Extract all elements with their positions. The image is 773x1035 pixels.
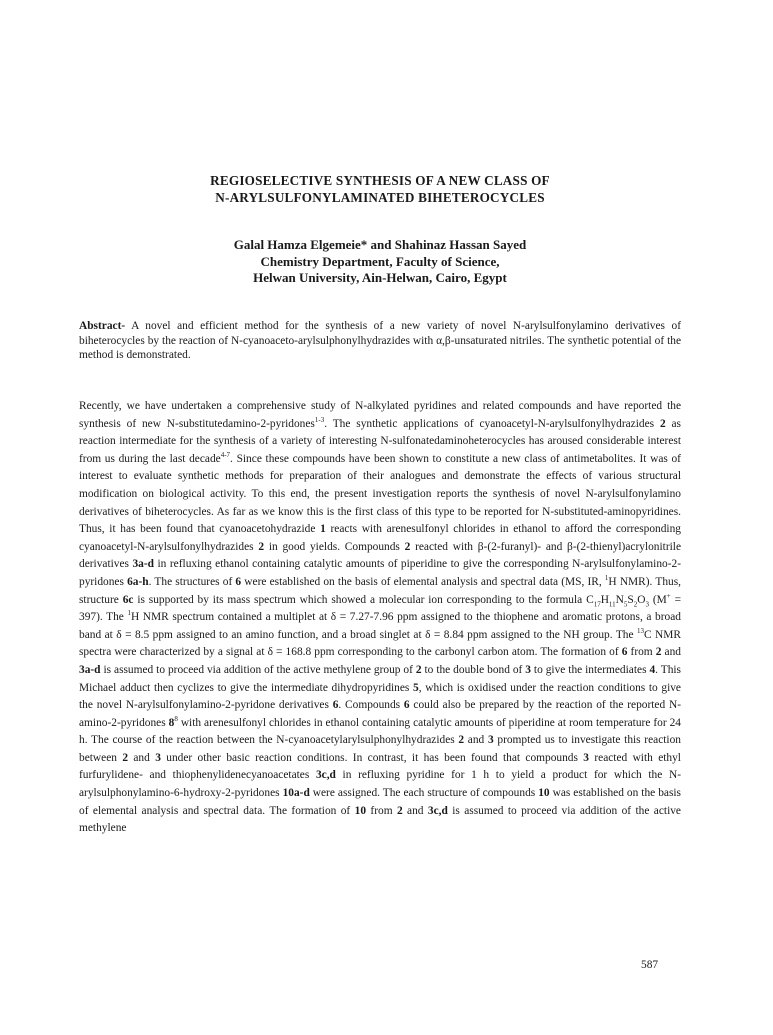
compound-number: 6 <box>403 699 410 712</box>
body-text-run: . Since these compounds have been shown to constitute a new class of antimetabolites. It was of interest to evaluate synthetic methods for preparation of their analogues and demonstrate the effects of various structural modification on biological activity. To this end, the present investigation reports the synthesis of novel N-arylsulfonylamino derivatives of biheterocycles. As far as we know this is the first class of this type to be reported for N-substituted-aminopyridines. Thus, it has been found that cyanoacetohydrazide <box>79 452 681 536</box>
body-text-run: reacted with β-(2-furanyl)- and β-(2-thienyl)acrylonitrile derivatives <box>79 540 682 571</box>
compound-number: 3 <box>487 734 494 747</box>
subscript: 17 <box>593 599 601 608</box>
body-text-run: = 397). The <box>79 593 681 624</box>
compound-number: 2 <box>655 646 662 659</box>
body-text-run: and <box>402 804 428 817</box>
author-names: Galal Hamza Elgemeie* and Shahinaz Hassan Sayed <box>233 237 527 252</box>
abstract-label: Abstract- <box>79 320 126 332</box>
compound-number: 8 <box>168 716 175 729</box>
title-line-1: REGIOSELECTIVE SYNTHESIS OF A NEW CLASS OF <box>210 173 550 188</box>
compound-number: 3c,d <box>427 804 448 817</box>
body-text-run: is assumed to proceed via addition of the active methylene group of <box>100 663 416 676</box>
body-text-run: and <box>128 751 156 764</box>
body-text-run: . The synthetic applications of cyanoacetyl-N-arylsulfonylhydrazides <box>324 417 660 430</box>
paper-title <box>80 172 680 206</box>
body-text-run: to the double bond of <box>421 663 526 676</box>
body-text-run: could also be prepared by the reaction of the reported N-amino-2-pyridones <box>79 699 681 729</box>
body-text-run: and <box>464 734 488 747</box>
subscript: 5 <box>623 599 628 608</box>
compound-number: 2 <box>258 540 265 553</box>
body-text-run: C NMR spectra were characterized by a signal at δ = 168.8 ppm corresponding to the carbonyl carbon atom. The formation of <box>79 628 681 659</box>
compound-number: 6 <box>235 575 242 588</box>
body-text-run: under other basic reaction conditions. In contrast, it has been found that compounds <box>160 751 584 764</box>
compound-number: 3 <box>583 751 589 764</box>
compound-number: 10 <box>538 787 550 800</box>
compound-number: 10 <box>354 804 367 817</box>
author-block <box>80 237 680 287</box>
body-text-run: , which is oxidised under the reaction conditions to give the novel N-arylsulfonylamino-2-pyridone derivatives <box>79 681 681 712</box>
body-text-run: from <box>627 646 656 659</box>
body-paragraph <box>79 398 681 838</box>
body-text-run: was established on the basis of elemental analysis and spectral data. The formation of <box>79 787 681 817</box>
superscript: 1-3 <box>314 415 325 424</box>
compound-number: 2 <box>396 804 403 817</box>
superscript: 8 <box>174 714 178 723</box>
body-text-run: . The structures of <box>148 575 236 588</box>
body-text-run: to give the intermediates <box>530 663 650 676</box>
body-text-run: were established on the basis of elemental analysis and spectral data (MS, IR, <box>241 575 605 588</box>
compound-number: 2 <box>458 734 465 747</box>
page-number: 587 <box>641 959 659 971</box>
subscript: 3 <box>645 599 649 608</box>
compound-number: 10a-d <box>282 787 310 800</box>
compound-number: 6 <box>621 646 628 659</box>
compound-number: 2 <box>404 540 411 553</box>
compound-number: 2 <box>122 751 129 764</box>
body-text-run: from <box>366 804 397 817</box>
superscript: + <box>666 591 671 600</box>
compound-number: 5 <box>413 681 419 694</box>
body-text-run: S <box>627 593 634 606</box>
compound-number: 3 <box>525 663 531 676</box>
body-text-run: and <box>661 646 682 659</box>
superscript: 1 <box>127 609 131 618</box>
body-text-run: in refluxing ethanol containing catalytic amounts of piperidine to give the corresponding N-arylsulfonylamino-2-pyridones <box>79 558 681 588</box>
title-line-2: N-ARYLSULFONYLAMINATED BIHETEROCYCLES <box>215 190 545 205</box>
body-text-run: were assigned. The each structure of compounds <box>309 787 539 800</box>
body-text-run: H NMR). Thus, structure <box>79 575 681 606</box>
body-text-run: H NMR spectrum contained a multiplet at δ = 7.27-7.96 ppm assigned to the thiophene and aromatic protons, a broad band at δ = 8.5 ppm assigned to an amino function, and a broad singlet at δ = 8.84 ppm assigned to the NH group. The <box>79 611 681 641</box>
body-text-run: (M <box>648 593 667 606</box>
body-text-run: in good yields. Compounds <box>264 540 405 553</box>
body-text-run: . This Michael adduct then cyclizes to give the intermediate dihydropyridines <box>79 663 681 694</box>
abstract <box>79 319 681 363</box>
body-text-run: in refluxing pyridine for 1 h to yield a product for which the N-arylsulphonylamino-6-hydroxy-2-pyridones <box>79 769 681 800</box>
superscript: 1 <box>604 574 609 583</box>
affiliation-line-1: Chemistry Department, Faculty of Science, <box>260 253 500 269</box>
body-text-run: . Compounds <box>338 699 404 712</box>
compound-number: 6a-h <box>127 575 149 588</box>
body-text-run: reacts with arenesulfonyl chlorides in ethanol to afford the corresponding cyanoacetyl-N-arylsulfonylhydrazides <box>79 523 681 553</box>
body-text-run: O <box>637 593 646 606</box>
compound-number: 4 <box>649 663 656 676</box>
compound-number: 2 <box>659 417 666 430</box>
affiliation-line-2: Helwan University, Ain-Helwan, Cairo, Egypt <box>253 270 507 285</box>
abstract-text: A novel and efficient method for the synthesis of a new variety of novel N-arylsulfonylamino derivatives of biheterocycles by the reaction of N-cyanoaceto-arylsulphonylhydrazides with α,β-unsaturated nitriles. The synthetic potential of the method is demonstrated. <box>79 320 681 361</box>
compound-number: 3c,d <box>315 769 336 782</box>
body-text-run: is supported by its mass spectrum which showed a molecular ion corresponding to the formula C <box>133 593 594 606</box>
superscript: 4-7 <box>220 450 231 459</box>
compound-number: 3a-d <box>132 558 155 571</box>
subscript: 2 <box>633 599 638 608</box>
compound-number: 6 <box>332 699 339 712</box>
compound-number: 6c <box>122 593 134 606</box>
compound-number: 3a-d <box>79 663 101 676</box>
compound-number: 3 <box>155 751 161 764</box>
body-text-run: is assumed to proceed via addition of the active methylene <box>79 804 681 835</box>
compound-number: 1 <box>320 523 326 536</box>
body-text-run: N <box>615 593 624 606</box>
body-text-run: prompted us to investigate this reaction between <box>79 734 681 764</box>
body-text-run: reacted with ethyl furfurylidene- and thiophenylidenecyanoacetates <box>79 751 681 782</box>
compound-number: 2 <box>415 663 422 676</box>
subscript: 11 <box>608 599 616 608</box>
body-text-run: H <box>600 593 609 606</box>
body-text-run: Recently, we have undertaken a comprehensive study of N-alkylated pyridines and related compounds and have reported the synthesis of new N-substitutedamino-2-pyridones <box>79 400 681 430</box>
body-text-run: with arenesulfonyl chlorides in ethanol containing catalytic amounts of piperidine at room temperature for 24 h. The course of the reaction between the N-cyanoacetylarylsulphonylhydrazides <box>79 716 681 747</box>
body-text-run: as reaction intermediate for the synthesis of a variety of interesting N-sulfonatedaminoheterocycles has aroused considerable interest from us during the last decade <box>79 417 681 465</box>
superscript: 13 <box>636 626 644 635</box>
